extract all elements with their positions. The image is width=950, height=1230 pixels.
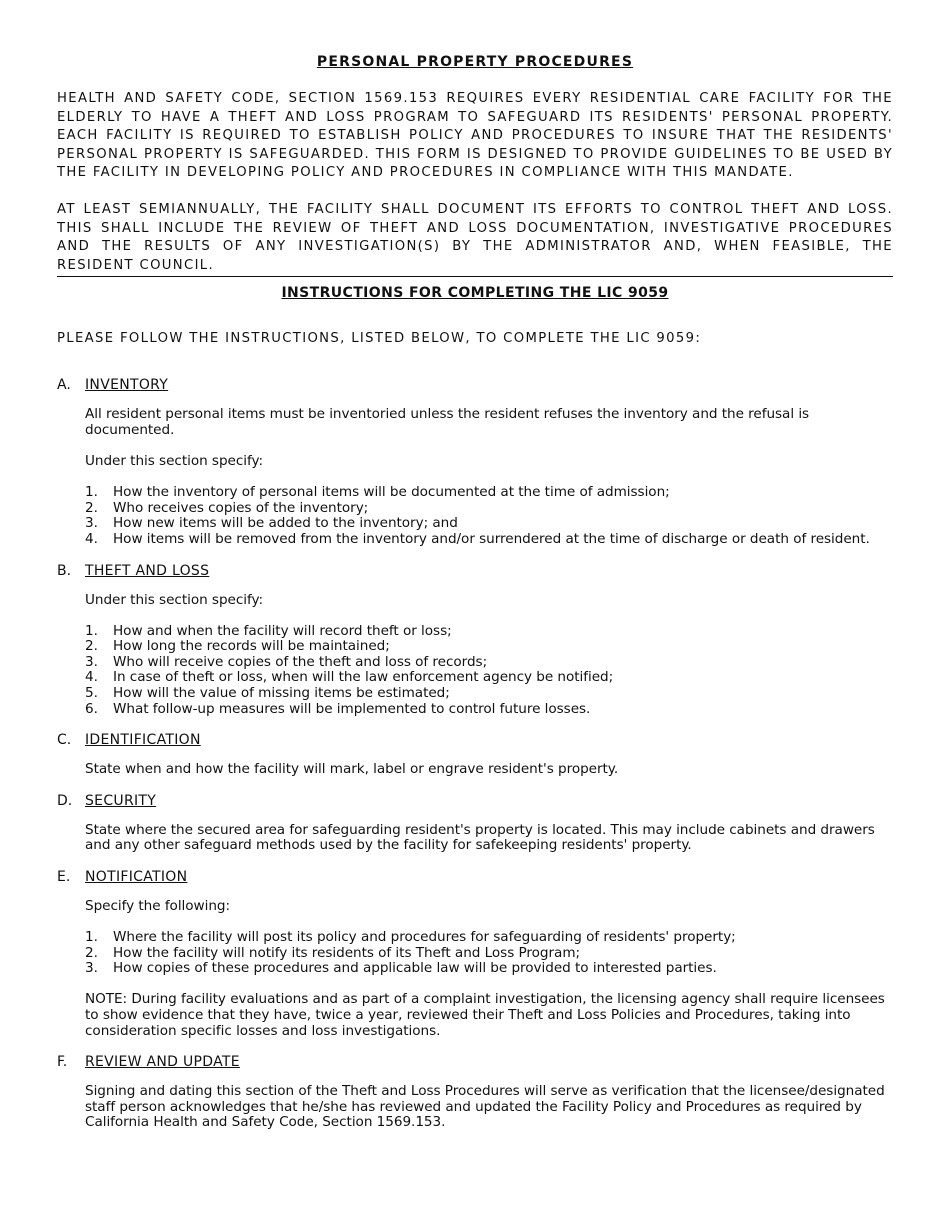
list-text: How the facility will notify its residents of its Theft and Loss Program; [113,944,581,961]
section-title: IDENTIFICATION [85,732,201,749]
section-text: Specify the following: [85,897,231,914]
document-page [57,52,893,1131]
section-text: Signing and dating this section of the Theft and Loss Procedures will serve as verification that the licensee/designated staff person acknowledges that he/she has reviewed and updated the Facility Policy and Procedures as required by California Health and Safety Code, Section 1569.153. [85,1083,885,1131]
list-number: 4. [85,669,98,686]
list-number: 4. [85,530,98,547]
section-body [85,1084,893,1131]
section-title: NOTIFICATION [85,868,188,885]
list-item [85,686,893,702]
list-number: 2. [85,499,98,516]
section-review-and-update [57,1053,893,1131]
section-inventory [57,376,893,547]
list-number: 6. [85,700,98,717]
section-body [85,762,893,778]
section-text: State where the secured area for safeguarding resident's property is located. This may include cabinets and drawers and any other safeguard methods used by the facility for safekeeping residents' property. [85,821,875,854]
section-letter: D. [57,792,73,809]
list-text: How items will be removed from the inventory and/or surrendered at the time of discharge or death of resident. [113,530,870,547]
list-number: 1. [85,622,98,639]
section-theft-and-loss [57,562,893,718]
section-heading [57,562,893,580]
section-body [85,407,893,547]
instructions-title: INSTRUCTIONS FOR COMPLETING THE LIC 9059 [281,285,669,302]
numbered-list [85,485,893,547]
section-heading [57,792,893,810]
section-title: SECURITY [85,792,157,809]
section-body [85,899,893,1039]
list-item [85,702,893,718]
list-item [85,961,893,977]
semiannual-paragraph: AT LEAST SEMIANNUALLY, THE FACILITY SHALL DOCUMENT ITS EFFORTS TO CONTROL THEFT AND LOSS. THIS SHALL INCLUDE THE REVIEW OF THEFT AND LOSS DOCUMENTATION, INVESTIGATIVE PROCEDURES AND THE RESULTS OF ANY INVESTIGATION(S) BY THE ADMINISTRATOR AND, WHEN FEASIBLE, THE RESIDENT COUNCIL. [57,201,893,273]
list-item [85,670,893,686]
list-text: Where the facility will post its policy and procedures for safeguarding of residents' property; [113,929,736,946]
mandate-paragraph: HEALTH AND SAFETY CODE, SECTION 1569.153 REQUIRES EVERY RESIDENTIAL CARE FACILITY FOR THE ELDERLY TO HAVE A THEFT AND LOSS PROGRAM TO SAFEGUARD ITS RESIDENTS' PERSONAL PROPERTY. EACH FACILITY IS REQUIRED TO ESTABLISH POLICY AND PROCEDURES TO INSURE THAT THE RESIDENTS' PERSONAL PROPERTY IS SAFEGUARDED. THIS FORM IS DESIGNED TO PROVIDE GUIDELINES TO BE USED BY THE FACILITY IN DEVELOPING POLICY AND PROCEDURES IN COMPLIANCE WITH THIS MANDATE. [57,91,893,181]
list-item [85,501,893,517]
section-letter: A. [57,377,71,394]
note-text: NOTE: During facility evaluations and as part of a complaint investigation, the licensing agency shall require licensees to show evidence that they have, twice a year, reviewed their Theft and Loss Policies and Procedures, taking into consideration specific losses and loss investigations. [85,991,885,1039]
list-number: 1. [85,484,98,501]
list-item [85,532,893,548]
list-number: 2. [85,638,98,655]
list-text: In case of theft or loss, when will the law enforcement agency be notified; [113,669,614,686]
section-letter: B. [57,562,72,579]
section-body [85,593,893,718]
section-text: Under this section specify: [85,453,264,470]
section-heading [57,731,893,749]
section-heading [57,376,893,394]
section-identification [57,731,893,778]
list-text: Who will receive copies of the theft and loss of records; [113,653,488,670]
section-heading [57,1053,893,1071]
section-letter: C. [57,732,72,749]
list-text: How copies of these procedures and applicable law will be provided to interested parties. [113,960,717,977]
section-text: All resident personal items must be inventoried unless the resident refuses the inventory and the refusal is documented. [85,406,810,438]
list-number: 3. [85,960,98,977]
section-security [57,792,893,854]
list-text: How and when the facility will record theft or loss; [113,622,452,639]
list-item [85,930,893,946]
list-item [85,639,893,655]
instructions-intro: PLEASE FOLLOW THE INSTRUCTIONS, LISTED BELOW, TO COMPLETE THE LIC 9059: [57,331,702,347]
numbered-list [85,624,893,718]
page-title: PERSONAL PROPERTY PROCEDURES [316,54,634,70]
divider-rule [57,276,893,277]
list-number: 2. [85,944,98,961]
section-heading [57,868,893,886]
list-item [85,624,893,640]
list-text: What follow-up measures will be implemented to control future losses. [113,700,591,717]
section-title: REVIEW AND UPDATE [85,1054,240,1071]
list-text: How will the value of missing items be estimated; [113,684,450,701]
list-number: 3. [85,515,98,532]
list-number: 3. [85,653,98,670]
list-text: How new items will be added to the inventory; and [113,515,458,532]
list-text: Who receives copies of the inventory; [113,499,369,516]
section-notification [57,868,893,1039]
section-title: THEFT AND LOSS [85,562,210,579]
section-letter: F. [57,1054,68,1071]
section-body [85,823,893,854]
numbered-list [85,930,893,977]
section-letter: E. [57,868,71,885]
list-text: How long the records will be maintained; [113,638,390,655]
section-title: INVENTORY [85,377,169,394]
list-number: 5. [85,684,98,701]
list-item [85,516,893,532]
list-item [85,485,893,501]
list-item [85,655,893,671]
section-text: Under this section specify: [85,591,264,608]
list-item [85,946,893,962]
section-text: State when and how the facility will mark, label or engrave resident's property. [85,761,619,778]
list-text: How the inventory of personal items will be documented at the time of admission; [113,484,670,501]
list-number: 1. [85,929,98,946]
